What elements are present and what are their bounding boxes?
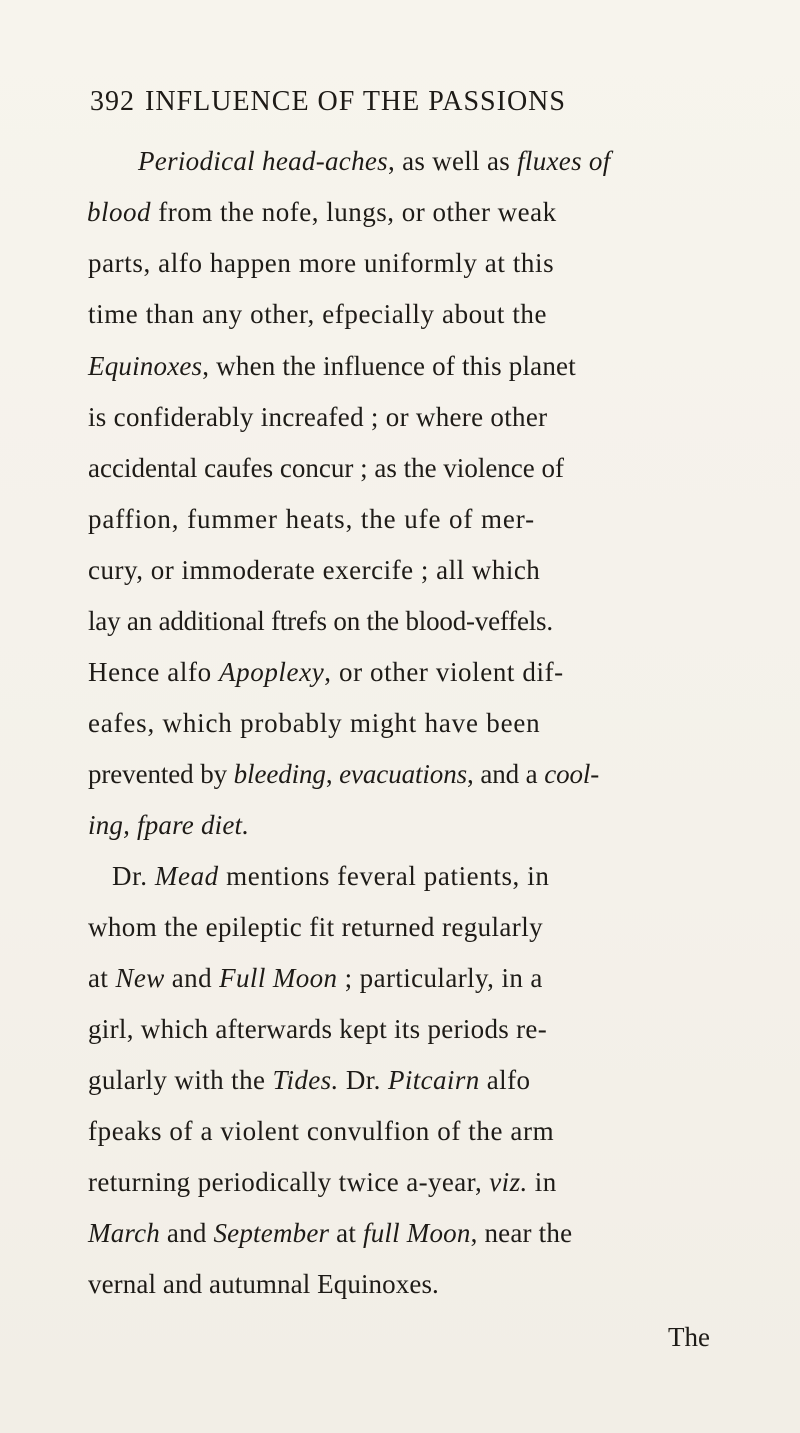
line-segment: in <box>527 1167 557 1197</box>
line-segment: mentions feveral patients, in <box>218 861 550 891</box>
catchword: The <box>668 1322 710 1352</box>
line-segment: , near the <box>470 1218 573 1248</box>
text-line <box>88 557 540 584</box>
line-segment: is confiderably increafed ; or where other <box>88 402 548 432</box>
line-segment: and <box>164 963 220 993</box>
line-segment: Equinoxes <box>88 351 203 381</box>
line-segment: Tides. <box>272 1065 339 1095</box>
text-line <box>138 148 611 175</box>
text-line <box>88 608 553 635</box>
text-line <box>88 250 554 277</box>
line-segment: alfo <box>479 1065 531 1095</box>
line-segment: cury, or immoderate exercife ; all which <box>88 555 541 585</box>
line-segment: prevented by <box>88 759 234 789</box>
line-segment: Periodical head-aches <box>138 146 388 176</box>
running-header <box>90 86 566 118</box>
text-line <box>88 506 535 533</box>
text-line <box>88 301 547 328</box>
text-line <box>88 812 249 839</box>
line-segment: Full Moon <box>219 963 338 993</box>
page-number: 392 <box>90 86 135 117</box>
line-segment: and <box>159 1218 214 1248</box>
text-line <box>88 914 543 941</box>
line-segment: cool- <box>544 759 600 789</box>
text-line <box>88 353 576 380</box>
line-segment: eafes, which probably might have been <box>88 708 541 738</box>
line-segment: Mead <box>154 861 219 891</box>
line-segment: viz. <box>489 1167 528 1197</box>
line-segment: whom the epileptic fit returned regularly <box>88 912 543 942</box>
text-line <box>88 1169 557 1196</box>
line-segment: at <box>88 963 116 993</box>
line-segment: ing, fpare diet. <box>88 810 250 840</box>
line-segment: evacuations <box>339 759 468 789</box>
text-line <box>112 863 549 890</box>
line-segment: September <box>213 1218 330 1248</box>
line-segment: Hence alfo <box>88 657 220 687</box>
line-segment: blood <box>87 197 152 227</box>
line-segment: , and a <box>467 759 545 789</box>
line-segment: accidental caufes concur ; as the violence of <box>88 453 565 483</box>
line-segment: at <box>329 1218 364 1248</box>
text-line <box>88 1067 530 1094</box>
line-segment: Dr. <box>112 861 155 891</box>
line-segment: bleeding <box>233 759 326 789</box>
line-segment: gularly with the <box>88 1065 273 1095</box>
text-line <box>88 965 543 992</box>
line-segment: girl, which afterwards kept its periods re- <box>88 1014 548 1044</box>
text-line <box>88 404 547 431</box>
line-segment: New <box>115 963 165 993</box>
text-line <box>88 1220 572 1247</box>
text-line <box>88 710 540 737</box>
line-segment: lay an additional ftrefs on the blood-veffels. <box>88 606 553 636</box>
line-segment: , <box>325 759 340 789</box>
line-segment: from the nofe, lungs, or other weak <box>151 197 557 227</box>
text-line <box>88 1271 439 1298</box>
text-line <box>88 455 564 482</box>
line-segment: , when the influence of this planet <box>202 351 576 381</box>
line-segment: full Moon <box>363 1218 471 1248</box>
line-segment: , as well as <box>387 146 518 176</box>
line-segment: paffion, fummer heats, the ufe of mer- <box>88 504 536 534</box>
line-segment: time than any other, efpecially about the <box>88 299 548 329</box>
line-segment: returning periodically twice a-year, <box>88 1167 490 1197</box>
running-title: INFLUENCE OF THE PASSIONS <box>145 86 566 117</box>
line-segment: , or other violent dif- <box>324 657 564 687</box>
text-line <box>88 659 564 686</box>
line-segment: fpeaks of a violent convulfion of the arm <box>88 1116 555 1146</box>
line-segment: fluxes of <box>517 146 611 176</box>
line-segment: ; particularly, in a <box>337 963 543 993</box>
line-segment: March <box>88 1218 160 1248</box>
line-segment: parts, alfo happen more uniformly at this <box>88 248 555 278</box>
text-line <box>88 1118 554 1145</box>
line-segment: Apoplexy <box>219 657 325 687</box>
text-line <box>88 761 599 788</box>
text-line <box>87 199 557 226</box>
text-line <box>88 1016 547 1043</box>
line-segment: vernal and autumnal Equinoxes. <box>88 1269 439 1299</box>
line-segment: Pitcairn <box>387 1065 480 1095</box>
line-segment: Dr. <box>338 1065 388 1095</box>
